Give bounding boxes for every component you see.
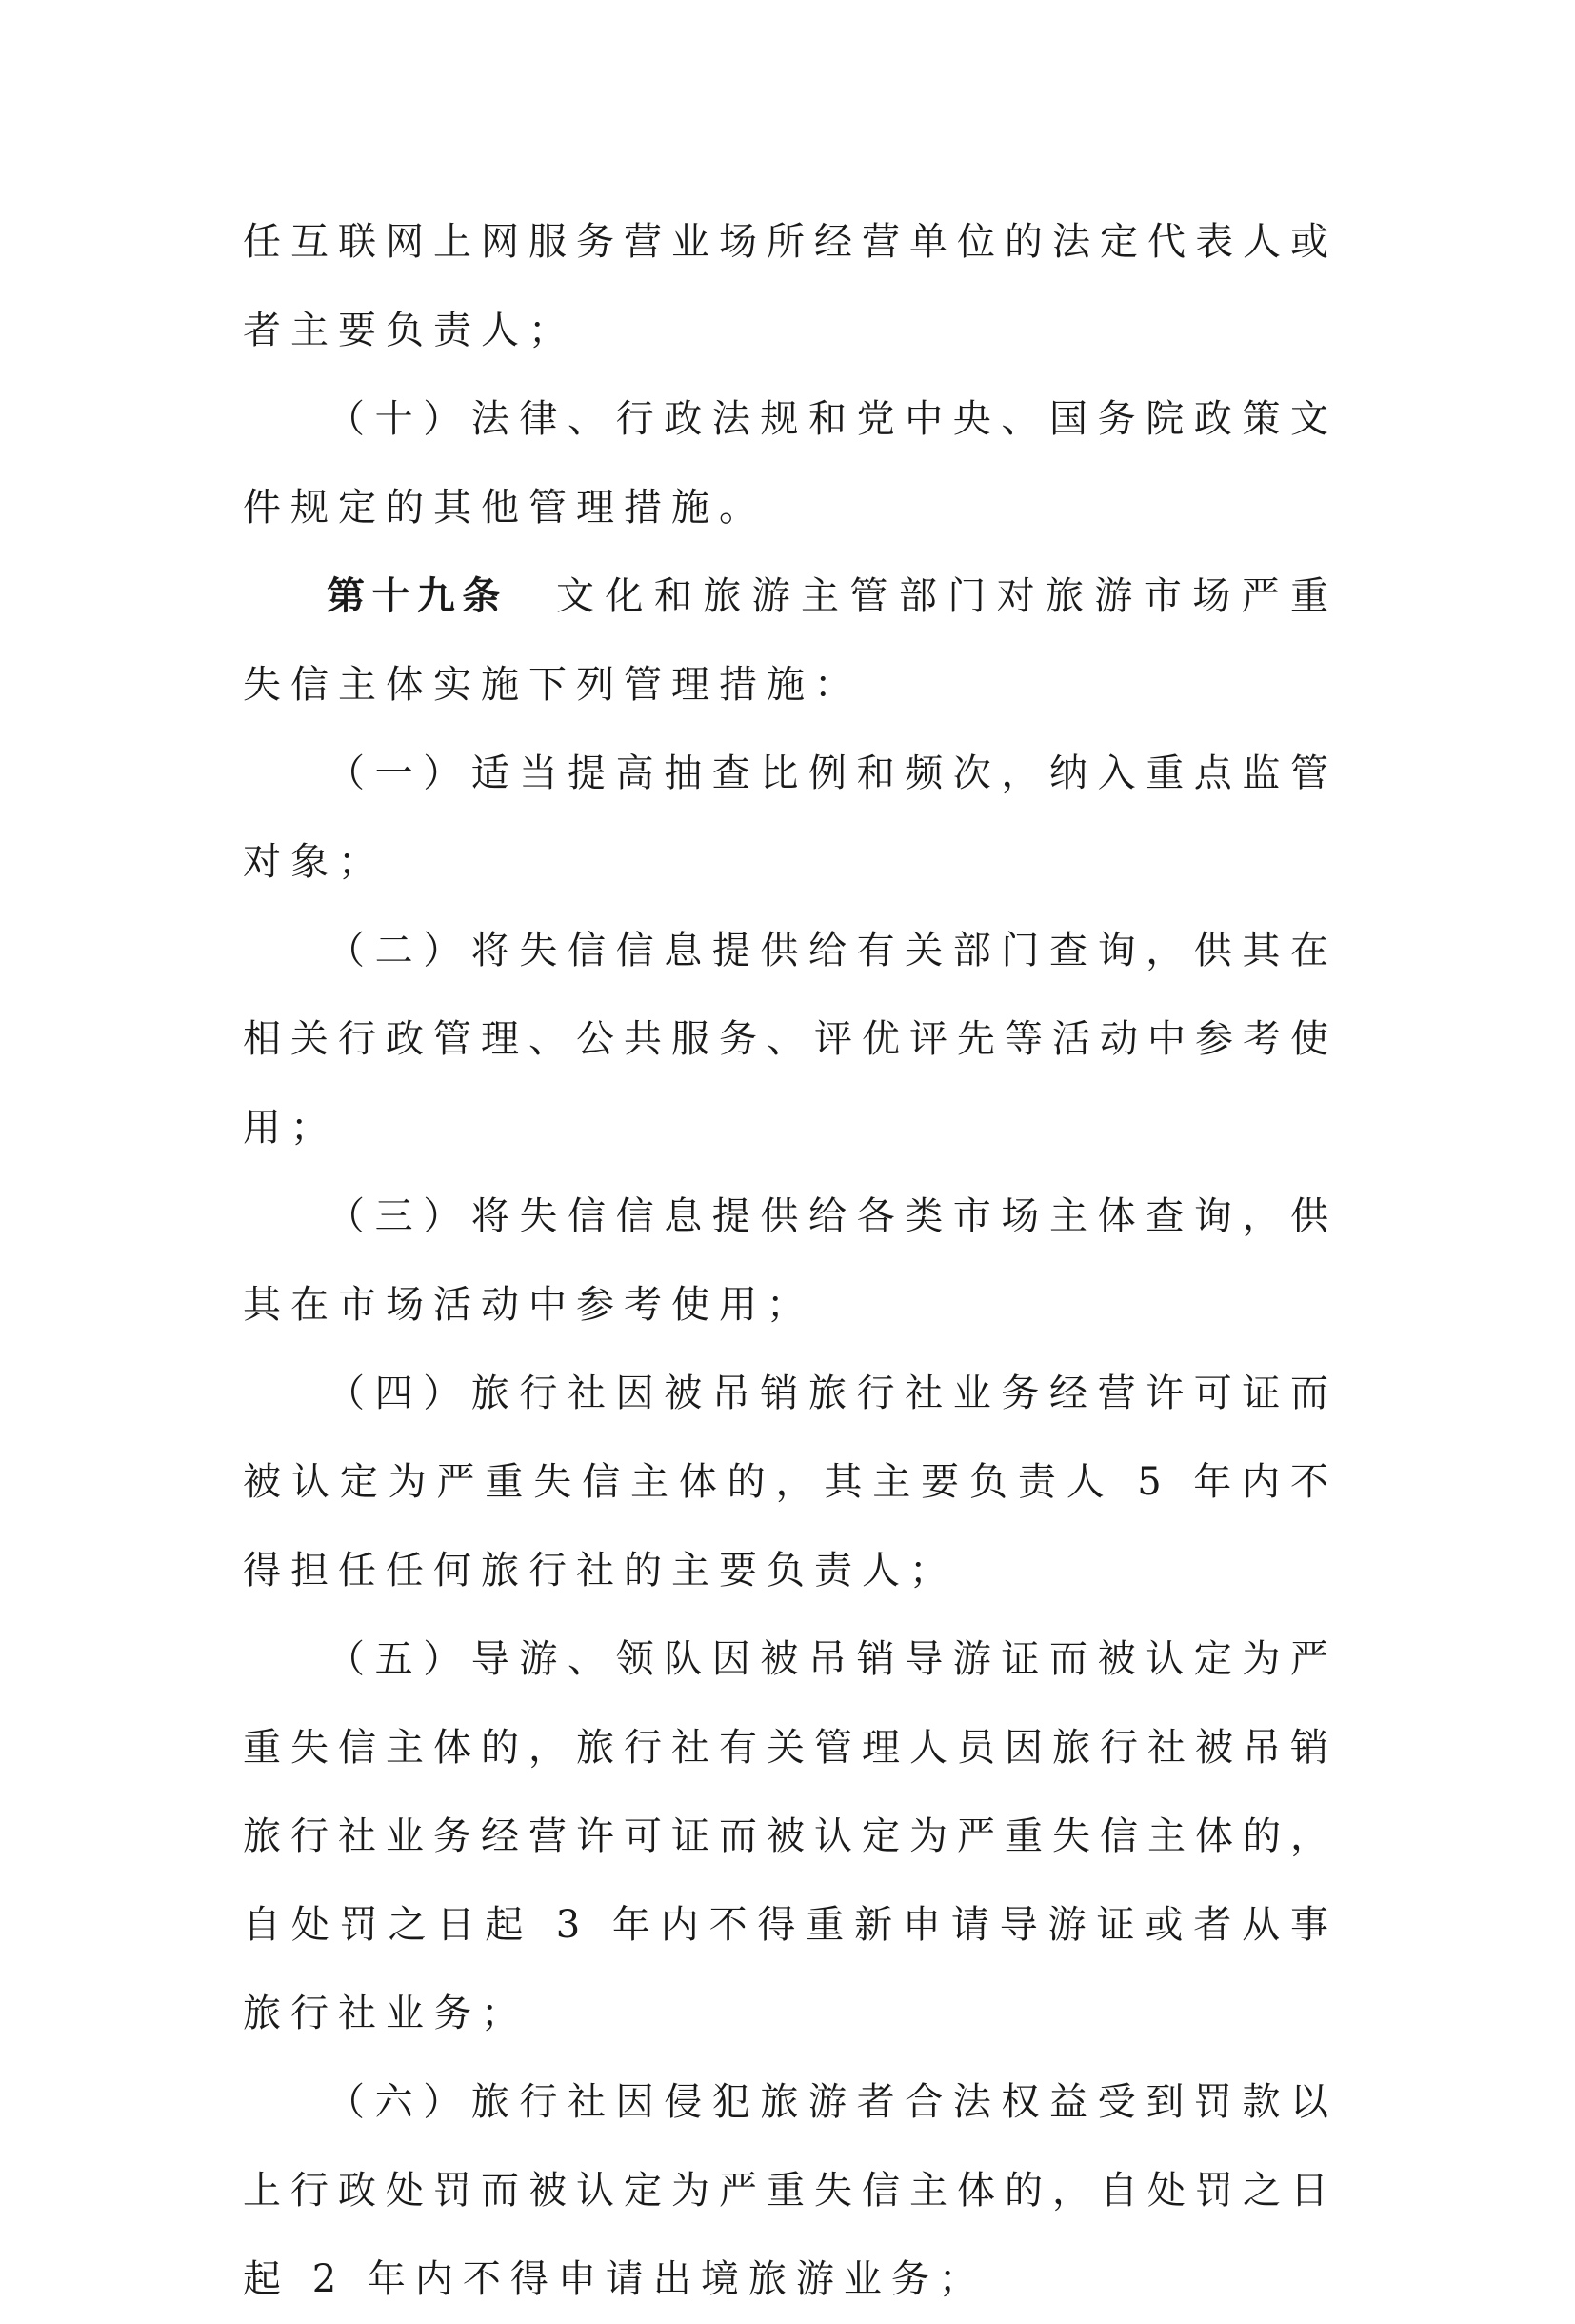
article-heading: 第十九条: [327, 574, 508, 618]
paragraph-item-10: （十）法律、行政法规和党中央、国务院政策文件规定的其他管理措施。: [243, 397, 1338, 530]
paragraph-item-4: （四）旅行社因被吊销旅行社业务经营许可证而被认定为严重失信主体的，其主要负责人 5 年内不得担任任何旅行社的主要负责人；: [243, 1372, 1338, 1593]
document-body: [243, 198, 1338, 2324]
paragraph-item-3: （三）将失信信息提供给各类市场主体查询，供其在市场活动中参考使用；: [243, 1194, 1338, 1327]
paragraph-item-1: （一）适当提高抽查比例和频次，纳入重点监管对象；: [243, 751, 1338, 884]
paragraph-article-19: [243, 552, 1338, 730]
paragraph-item-6: （六）旅行社因侵犯旅游者合法权益受到罚款以上行政处罚而被认定为严重失信主体的，自处罚之日起 2 年内不得申请出境旅游业务；: [243, 2080, 1338, 2301]
paragraph-item-5: （五）导游、领队因被吊销导游证而被认定为严重失信主体的，旅行社有关管理人员因旅行社被吊销旅行社业务经营许可证而被认定为严重失信主体的，自处罚之日起 3 年内不得重新申请导游证或者从事旅行社业务；: [243, 1637, 1338, 2035]
paragraph-item-2: （二）将失信信息提供给有关部门查询，供其在相关行政管理、公共服务、评优评先等活动中参考使用；: [243, 929, 1338, 1150]
paragraph-continued: 任互联网上网服务营业场所经营单位的法定代表人或者主要负责人；: [243, 220, 1338, 352]
article-text: 文化和旅游主管部门对旅游市场严重失信主体实施下列管理措施：: [243, 574, 1339, 707]
